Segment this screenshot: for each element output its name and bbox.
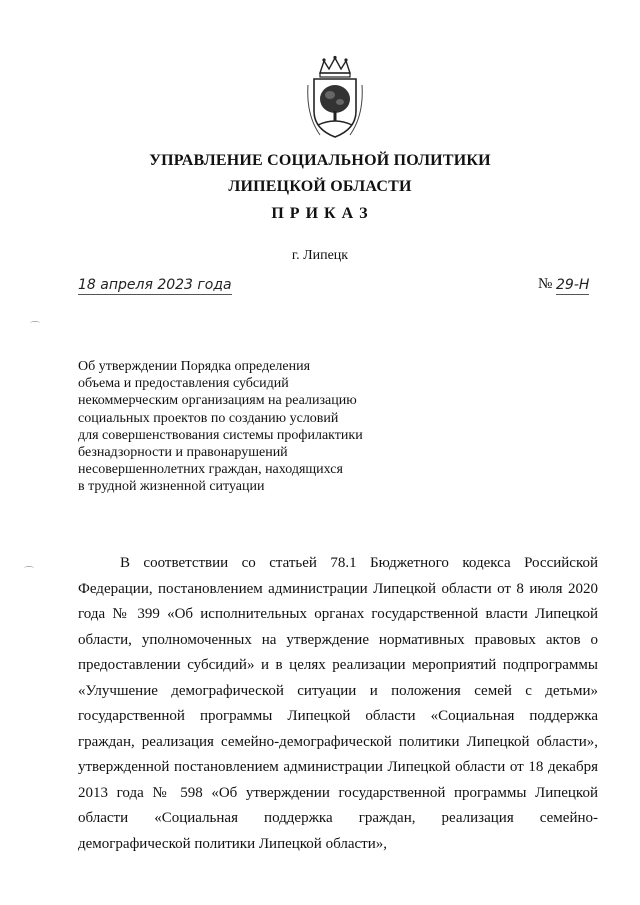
organization-name-line-1: УПРАВЛЕНИЕ СОЦИАЛЬНОЙ ПОЛИТИКИ (149, 152, 491, 169)
body-line: области, уполномоченных на утверждение нормативных правовых актов о (78, 631, 598, 648)
order-body (78, 551, 598, 857)
body-line: государственной программы Липецкой области «Социальная поддержка (78, 708, 598, 724)
body-line: граждан, реализация семейно-демографической политики Липецкой области», (78, 733, 598, 750)
body-line: области «Социальная поддержка граждан, реализация семейно- (78, 810, 598, 826)
subject-line: безнадзорности и правонарушений (78, 445, 288, 461)
scan-mark: ⌒ (24, 567, 34, 578)
body-line: демографической политики Липецкой области», (78, 835, 387, 852)
subject-line: для совершенствования системы профилактики (78, 427, 363, 443)
organization-name-line-2: ЛИПЕЦКОЙ ОБЛАСТИ (228, 178, 412, 195)
number-label: № (538, 276, 553, 292)
subject-line: объема и предоставления субсидий (78, 376, 289, 392)
subject-line: несовершеннолетних граждан, находящихся (78, 462, 343, 478)
document-number: 29-Н (556, 277, 590, 293)
document-type: П Р И К А З (271, 205, 369, 222)
document-date: 18 апреля 2023 года (78, 277, 232, 293)
subject-line: Об утверждении Порядка определения (78, 359, 311, 374)
body-line: года № 399 «Об исполнительных органах государственной власти Липецкой (78, 606, 598, 622)
coat-of-arms-icon (300, 55, 370, 141)
subject-line: социальных проектов по созданию условий (78, 410, 339, 426)
scan-mark: ⌒ (30, 322, 40, 333)
subject-line: в трудной жизненной ситуации (78, 479, 265, 495)
city: г. Липецк (291, 248, 349, 263)
body-line: 2013 года № 598 «Об утверждении государственной программы Липецкой (78, 784, 598, 801)
body-line: предоставлении субсидий» и в целях реализации мероприятий подпрограммы (78, 657, 598, 673)
body-line: В соответствии со статьей 78.1 Бюджетного кодекса Российской (120, 555, 598, 571)
order-subject (78, 358, 408, 496)
body-line: утвержденной постановлением администрации Липецкой области от 18 декабря (78, 759, 598, 775)
body-line: Федерации, постановлением администрации Липецкой области от 8 июля 2020 (78, 580, 598, 597)
subject-line: некоммерческим организациям на реализацию (78, 393, 357, 409)
body-line: «Улучшение демографической ситуации и положения семей с детьми» (78, 682, 598, 699)
